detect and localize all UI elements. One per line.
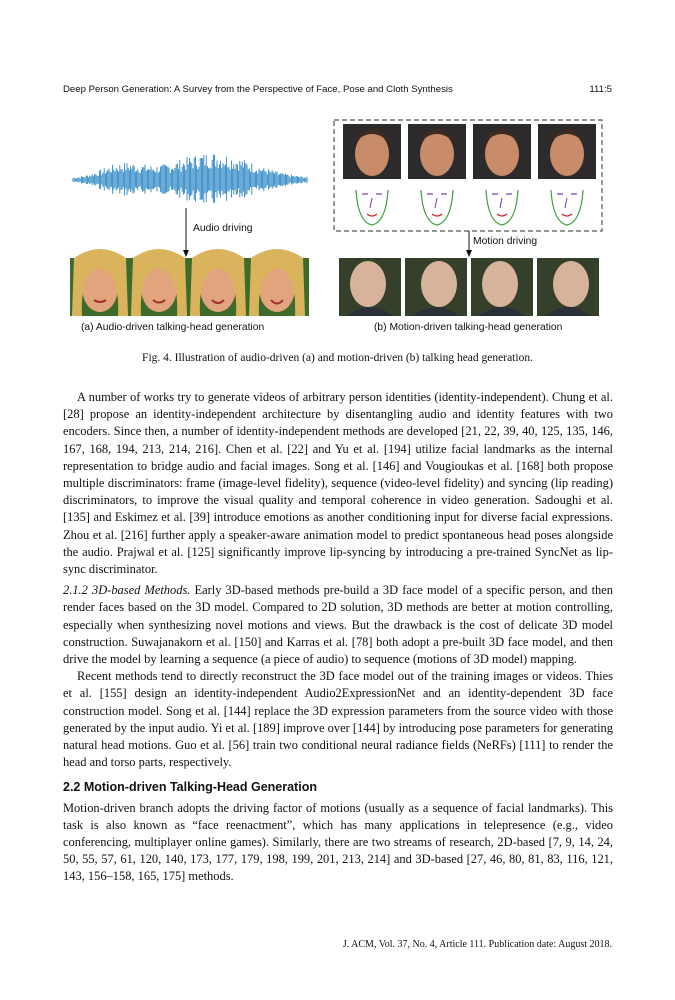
subcaption-b: (b) Motion-driven talking-head generation bbox=[374, 322, 563, 333]
source-face-4 bbox=[550, 132, 584, 176]
paragraph-motion-driven: Motion-driven branch adopts the driving factor of motions (usually as a sequence of facial landmarks). This task is also known as “face reenactment”, which has many applications in telepresence (e.g., video conferencing, multiplayer online games). Similarly, there are two streams of research, 2D-based [7, 9, 14, 24, 50, 55, 57, 61, 120, 140, 173, 177, 179, 198, 199, 201, 213, 214] and 3D-based [27, 46, 80, 81, 83, 116, 121, 143, 156–158, 165, 175] methods. bbox=[63, 800, 613, 884]
output-face-2 bbox=[421, 261, 457, 307]
waveform-path bbox=[73, 155, 307, 203]
figure-caption: Fig. 4. Illustration of audio-driven (a) and motion-driven (b) talking head generation. bbox=[142, 352, 533, 364]
running-header bbox=[63, 84, 612, 95]
output-face-3 bbox=[482, 261, 518, 307]
source-face-1 bbox=[355, 132, 389, 176]
figure-4 bbox=[63, 112, 613, 338]
output-face-4 bbox=[553, 261, 589, 307]
nose-landmark-3 bbox=[500, 198, 502, 208]
source-frames bbox=[343, 124, 596, 179]
jaw-landmark-3 bbox=[486, 190, 518, 225]
mouth-landmark-2 bbox=[432, 214, 442, 216]
jaw-landmark-4 bbox=[551, 190, 583, 225]
jaw-landmark-2 bbox=[421, 190, 453, 225]
nose-landmark-1 bbox=[370, 198, 372, 208]
nose-landmark-4 bbox=[565, 198, 567, 208]
source-face-3 bbox=[485, 132, 519, 176]
facial-landmarks bbox=[356, 190, 583, 225]
mouth-landmark-1 bbox=[367, 214, 377, 216]
subcaption-a: (a) Audio-driven talking-head generation bbox=[81, 322, 265, 333]
paragraph-3d-methods-text: Early 3D-based methods pre-build a 3D face model of a specific person, and then render faces based on the 3D model. Compared to 2D solution, 3D methods are better at motion controlling, especially when synthesizing novel motions and views. But the drawback is the cost of delicate 3D model construction. Suwajanakorn et al. [150] and Karras et al. [78] both adopt a pre-built 3D face model, and then drive the model by learning a sequence (a piece of audio) to sequence (motions of 3D model) mapping. bbox=[63, 583, 613, 667]
figure-4-graphic bbox=[63, 112, 613, 338]
audio-output-frames bbox=[70, 249, 309, 316]
nose-landmark-2 bbox=[435, 198, 437, 208]
mouth-landmark-3 bbox=[497, 214, 507, 216]
audio-driving-label: Audio driving bbox=[193, 223, 253, 234]
section-heading-2-2: 2.2 Motion-driven Talking-Head Generation bbox=[63, 780, 317, 795]
header-page-number: 111:5 bbox=[589, 84, 612, 95]
page-footer: J. ACM, Vol. 37, No. 4, Article 111. Publication date: August 2018. bbox=[342, 939, 612, 950]
output-face-1 bbox=[350, 261, 386, 307]
mouth-landmark-4 bbox=[562, 214, 572, 216]
paragraph-recent-methods: Recent methods tend to directly reconstruct the 3D face model out of the training images or videos. Thies et al. [155] design an identity-independent Audio2ExpressionNet and an identity-dependent 3D face construction model. Song et al. [144] replace the 3D expression parameters from the source video with those generated by the input audio. Yi et al. [189] improve over [144] by introducing pose parameters for generating natural head motions. Guo et al. [56] train two conditional neural radiance fields (NeRFs) [111] to render the head and torso parts, respectively. bbox=[63, 669, 613, 770]
audio-arrowhead bbox=[183, 250, 189, 257]
motion-output-frames bbox=[339, 258, 599, 316]
jaw-landmark-1 bbox=[356, 190, 388, 225]
paragraph-identity-independent: A number of works try to generate videos of arbitrary person identities (identity-independent). Chung et al. [28] propose an identity-independent architecture by disentangling audio and identity features with two encoders. Since then, a number of identity-independent methods are developed [21, 22, 39, 40, 125, 135, 146, 167, 168, 194, 213, 214, 216]. Chen et al. [22] and Yu et al. [194] utilize facial landmarks as the internal representation to bridge audio and facial images. Song et al. [146] and Vougioukas et al. [168] both propose multiple discriminators: frame (image-level fidelity), sequence (video-level fidelity) and syncing (lip reading) discriminators, to improve the visual quality and temporal coherence in video generation. Sadoughi et al. [135] and Eskimez et al. [39] introduce emotions as another conditioning input for diverse facial expressions. Zhou et al. [216] further apply a speaker-aware animation model to predict spontaneous head poses alongside the audio. Prajwal et al. [125] significantly improve lip-syncing by introducing a pre-trained SyncNet as lip-sync discriminator. bbox=[63, 390, 613, 577]
subsection-heading-2-1-2: 2.1.2 3D-based Methods. bbox=[63, 583, 191, 598]
motion-driving-label: Motion driving bbox=[473, 236, 538, 247]
motion-arrowhead bbox=[466, 250, 472, 257]
source-face-2 bbox=[420, 132, 454, 176]
audio-waveform bbox=[73, 155, 307, 203]
paragraph-3d-methods bbox=[63, 582, 613, 668]
header-title: Deep Person Generation: A Survey from the Perspective of Face, Pose and Cloth Synthesis bbox=[63, 84, 453, 95]
body-text bbox=[63, 389, 613, 886]
